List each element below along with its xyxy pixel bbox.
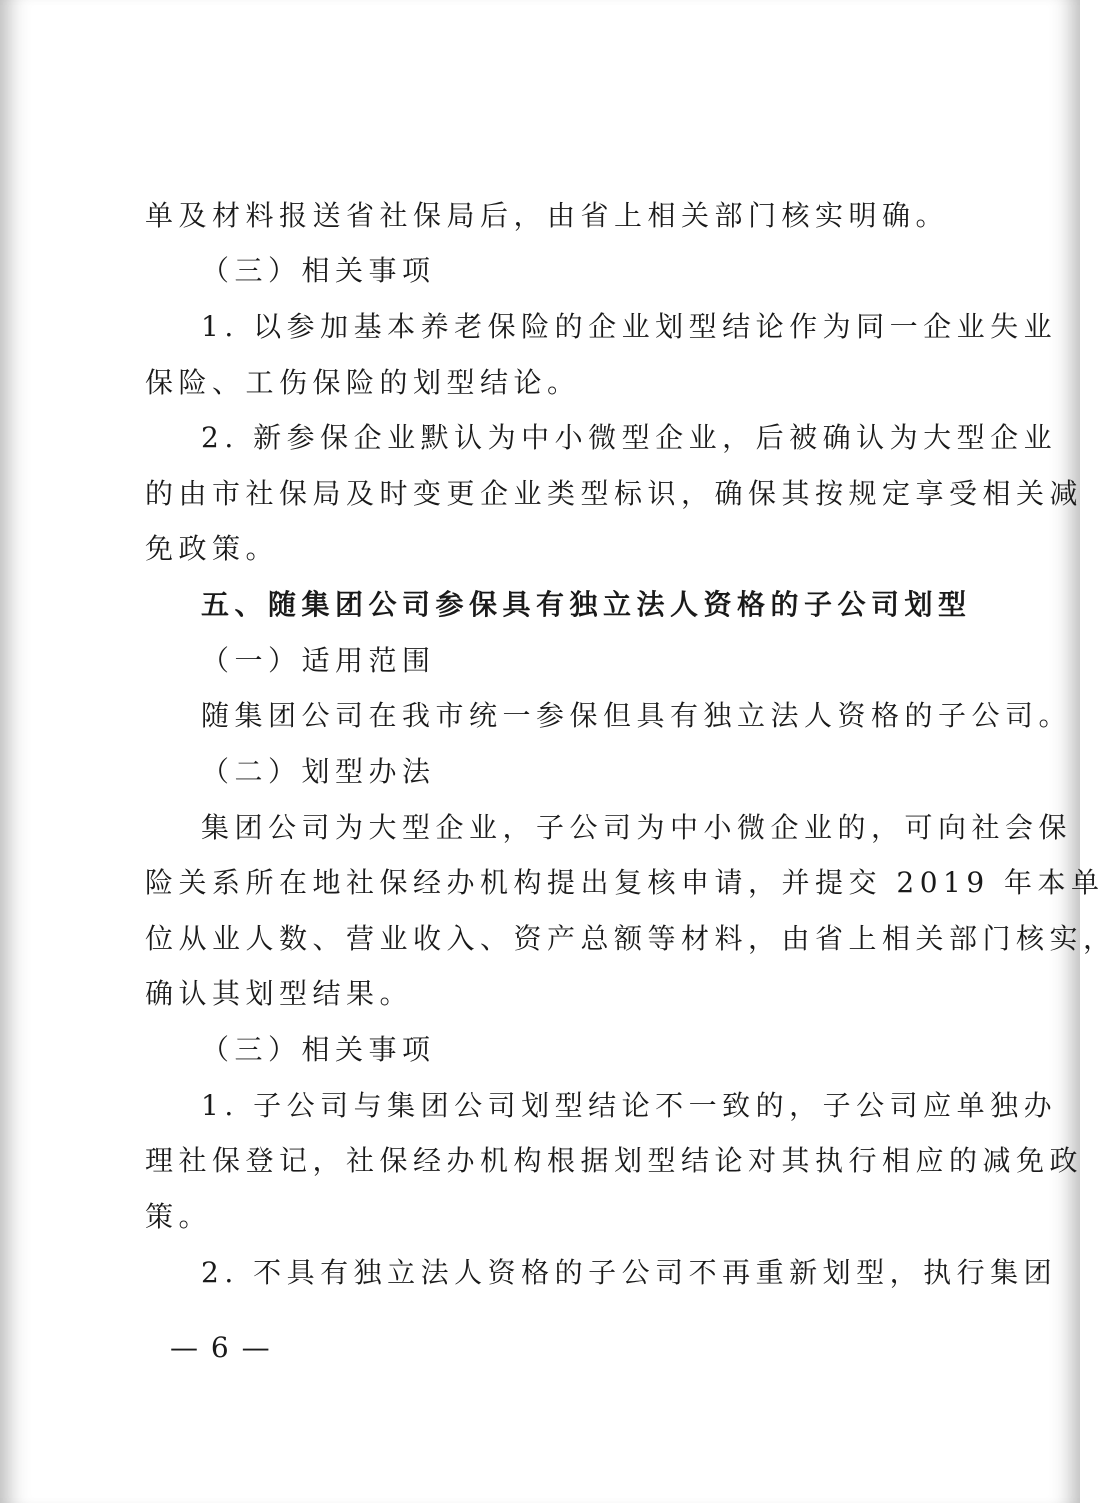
subheading-method: （二）划型办法 xyxy=(201,755,436,788)
subheading-related-matters: （三）相关事项 xyxy=(201,254,436,287)
paragraph-line: 保险、工伤保险的划型结论。 xyxy=(145,366,581,399)
paragraph-line: 策。 xyxy=(145,1200,213,1233)
paragraph-line: 1. 子公司与集团公司划型结论不一致的，子公司应单独办 xyxy=(201,1089,1058,1122)
paragraph-line: 免政策。 xyxy=(145,532,280,565)
subheading-related-matters: （三）相关事项 xyxy=(201,1033,436,1066)
paragraph-line: 1. 以参加基本养老保险的企业划型结论作为同一企业失业 xyxy=(201,310,1058,343)
paragraph-line: 位从业人数、营业收入、资产总额等材料，由省上相关部门核实， xyxy=(145,922,1117,955)
page-number: — 6 — xyxy=(170,1331,272,1364)
paragraph-line: 确认其划型结果。 xyxy=(145,977,414,1010)
paragraph-line: 2. 不具有独立法人资格的子公司不再重新划型，执行集团 xyxy=(201,1256,1058,1289)
paragraph-line: 的由市社保局及时变更企业类型标识，确保其按规定享受相关减 xyxy=(145,477,1084,510)
paragraph-line: 险关系所在地社保经办机构提出复核申请，并提交 2019 年本单 xyxy=(145,866,1105,899)
paragraph-line: 随集团公司在我市统一参保但具有独立法人资格的子公司。 xyxy=(201,699,1073,732)
paragraph-line: 理社保登记，社保经办机构根据划型结论对其执行相应的减免政 xyxy=(145,1144,1084,1177)
paragraph-line: 单及材料报送省社保局后，由省上相关部门核实明确。 xyxy=(145,199,950,232)
paragraph-line: 2. 新参保企业默认为中小微型企业，后被确认为大型企业 xyxy=(201,421,1058,454)
section-heading: 五、随集团公司参保具有独立法人资格的子公司划型 xyxy=(201,588,972,621)
subheading-scope: （一）适用范围 xyxy=(201,644,436,677)
paragraph-line: 集团公司为大型企业，子公司为中小微企业的，可向社会保 xyxy=(201,811,1073,844)
